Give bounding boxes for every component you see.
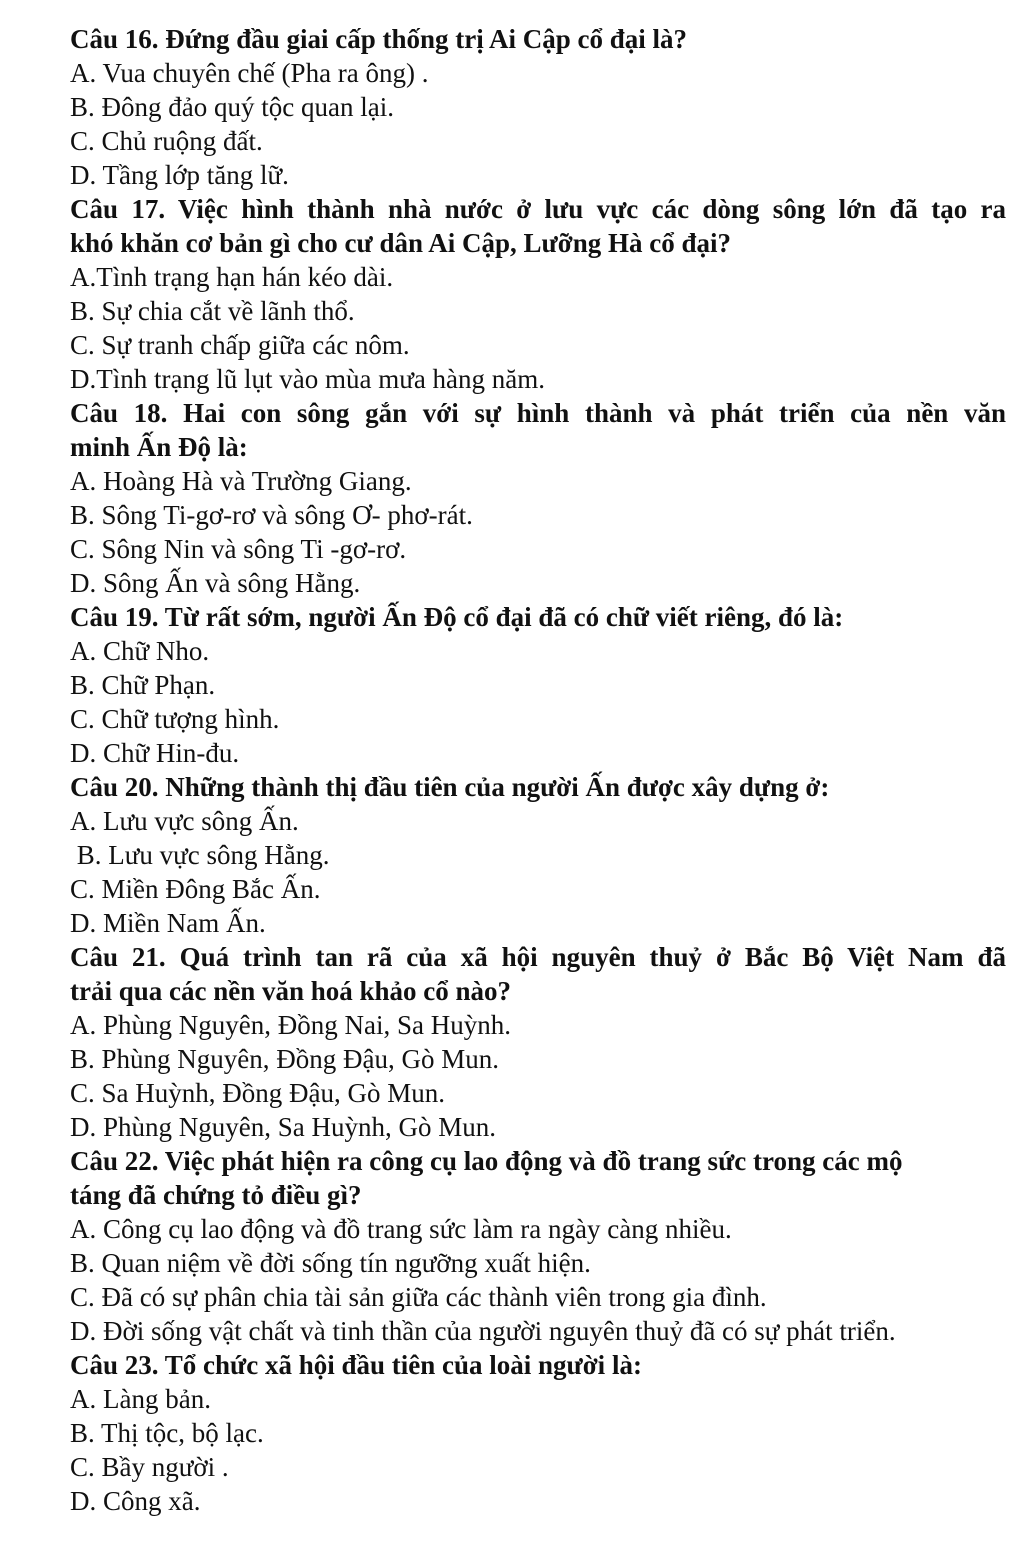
question-22-title-line-1: Câu 22. Việc phát hiện ra công cụ lao động và đồ trang sức trong các mộ (70, 1146, 903, 1176)
question-23-option-d: D. Công xã. (70, 1486, 201, 1516)
question-17-title-line-2: khó khăn cơ bản gì cho cư dân Ai Cập, Lưỡng Hà cổ đại? (70, 228, 731, 258)
question-23-option-c: C. Bầy người . (70, 1452, 229, 1482)
question-20-option-c: C. Miền Đông Bắc Ấn. (70, 874, 321, 904)
question-18-option-d: D. Sông Ấn và sông Hằng. (70, 568, 361, 598)
question-21-option-c: C. Sa Huỳnh, Đồng Đậu, Gò Mun. (70, 1078, 445, 1108)
question-17-title-line-1: Câu 17. Việc hình thành nhà nước ở lưu vực các dòng sông lớn đã tạo ra (70, 194, 1006, 224)
question-22-title-line-2: táng đã chứng tỏ điều gì? (70, 1180, 362, 1210)
question-21-option-b: B. Phùng Nguyên, Đồng Đậu, Gò Mun. (70, 1044, 499, 1074)
question-16-option-a: A. Vua chuyên chế (Pha ra ông) . (70, 58, 429, 88)
question-16-title: Câu 16. Đứng đầu giai cấp thống trị Ai Cập cổ đại là? (70, 24, 688, 54)
question-17-option-a: A.Tình trạng hạn hán kéo dài. (70, 262, 394, 292)
question-21-title-line-1: Câu 21. Quá trình tan rã của xã hội nguyên thuỷ ở Bắc Bộ Việt Nam đã (70, 942, 1006, 972)
question-19-option-c: C. Chữ tượng hình. (70, 704, 280, 734)
question-19-option-a: A. Chữ Nho. (70, 636, 210, 666)
question-18-option-b: B. Sông Ti-gơ-rơ và sông Ơ- phơ-rát. (70, 500, 473, 530)
question-20-option-a: A. Lưu vực sông Ấn. (70, 806, 299, 836)
question-19-option-b: B. Chữ Phạn. (70, 670, 216, 700)
question-16-option-d: D. Tầng lớp tăng lữ. (70, 160, 289, 190)
question-22-option-b: B. Quan niệm về đời sống tín ngưỡng xuất hiện. (70, 1248, 591, 1278)
question-20-option-d: D. Miền Nam Ấn. (70, 908, 266, 938)
question-16-option-c: C. Chủ ruộng đất. (70, 126, 263, 156)
question-17-option-c: C. Sự tranh chấp giữa các nôm. (70, 330, 410, 360)
question-22-option-a: A. Công cụ lao động và đồ trang sức làm ra ngày càng nhiều. (70, 1214, 732, 1244)
question-17-option-b: B. Sự chia cắt về lãnh thổ. (70, 296, 355, 326)
question-22-option-d: D. Đời sống vật chất và tinh thần của người nguyên thuỷ đã có sự phát triển. (70, 1316, 896, 1346)
question-21-option-a: A. Phùng Nguyên, Đồng Nai, Sa Huỳnh. (70, 1010, 511, 1040)
question-20-option-b: B. Lưu vực sông Hằng. (70, 840, 330, 870)
question-19-option-d: D. Chữ Hin-đu. (70, 738, 240, 768)
question-18-option-c: C. Sông Nin và sông Ti -gơ-rơ. (70, 534, 407, 564)
question-18-title-line-1: Câu 18. Hai con sông gắn với sự hình thành và phát triển của nền văn (70, 398, 1006, 428)
question-21-title-line-2: trải qua các nền văn hoá khảo cổ nào? (70, 976, 512, 1006)
question-23-option-b: B. Thị tộc, bộ lạc. (70, 1418, 264, 1448)
question-20-title: Câu 20. Những thành thị đầu tiên của người Ấn được xây dựng ở: (70, 772, 830, 802)
question-17-option-d: D.Tình trạng lũ lụt vào mùa mưa hàng năm. (70, 364, 546, 394)
question-23-option-a: A. Làng bản. (70, 1384, 211, 1414)
question-19-title: Câu 19. Từ rất sớm, người Ấn Độ cổ đại đã có chữ viết riêng, đó là: (70, 602, 844, 632)
question-22-option-c: C. Đã có sự phân chia tài sản giữa các thành viên trong gia đình. (70, 1282, 767, 1312)
question-23-title: Câu 23. Tổ chức xã hội đầu tiên của loài người là: (70, 1350, 642, 1380)
question-21-option-d: D. Phùng Nguyên, Sa Huỳnh, Gò Mun. (70, 1112, 497, 1142)
question-18-option-a: A. Hoàng Hà và Trường Giang. (70, 466, 412, 496)
question-16-option-b: B. Đông đảo quý tộc quan lại. (70, 92, 394, 122)
question-18-title-line-2: minh Ấn Độ là: (70, 432, 248, 462)
